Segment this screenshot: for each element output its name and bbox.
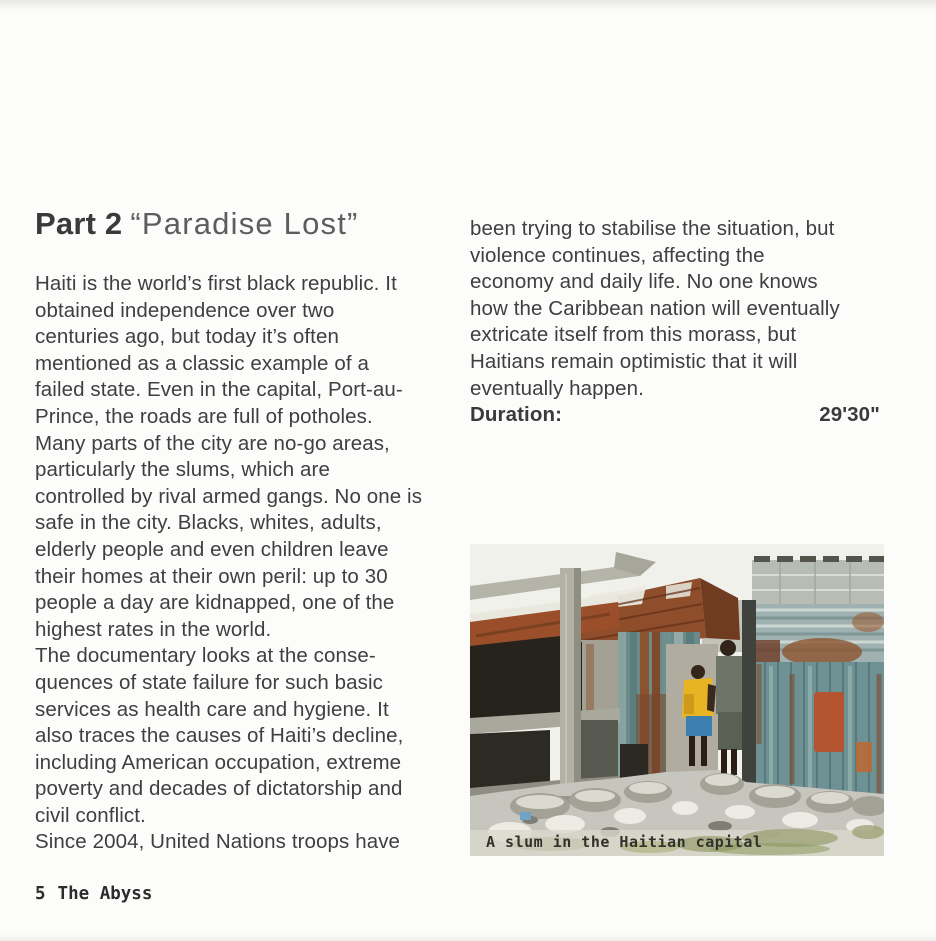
duration-label: Duration: xyxy=(470,403,562,427)
text-line: people a day are kidnapped, one of the xyxy=(35,591,395,615)
text-line: civil conflict. xyxy=(35,803,146,827)
text-column-right xyxy=(470,216,880,429)
text-line: safe in the city. Blacks, whites, adults, xyxy=(35,511,382,535)
part-number-label: Part 2 xyxy=(35,206,123,241)
text-line: centuries ago, but today it’s often xyxy=(35,325,339,349)
text-line: Many parts of the city are no-go areas, xyxy=(35,431,390,455)
footer-booklet-title: The Abyss xyxy=(57,884,153,904)
part-title-text: “Paradise Lost” xyxy=(130,206,359,241)
text-line: including American occupation, extreme xyxy=(35,750,402,774)
text-line: violence continues, affecting the xyxy=(470,243,765,267)
text-line: Prince, the roads are full of potholes. xyxy=(35,404,373,428)
text-line: controlled by rival armed gangs. No one is xyxy=(35,484,423,508)
text-line: extricate itself from this morass, but xyxy=(470,323,797,347)
text-column-left xyxy=(35,271,455,856)
page-title xyxy=(35,206,359,248)
text-line: poverty and decades of dictatorship and xyxy=(35,777,403,801)
text-line: quences of state failure for such basic xyxy=(35,670,384,694)
text-line: particularly the slums, which are xyxy=(35,458,330,482)
photo-right-building xyxy=(752,559,884,798)
text-line: highest rates in the world. xyxy=(35,617,272,641)
text-line: mentioned as a classic example of a xyxy=(35,351,369,375)
slum-photo xyxy=(470,544,884,856)
text-line: Since 2004, United Nations troops have xyxy=(35,830,401,854)
text-line: services as health care and hygiene. It xyxy=(35,697,389,721)
text-column-right-lines xyxy=(470,216,880,402)
page-footer xyxy=(35,884,152,904)
photo-caption: A slum in the Haitian capital xyxy=(486,833,763,851)
text-line: economy and daily life. No one knows xyxy=(470,270,818,294)
scan-shadow-bottom xyxy=(0,934,936,941)
photo-gap-shadow xyxy=(742,600,756,798)
text-line: how the Caribbean nation will eventually xyxy=(470,296,840,320)
slum-photo-illustration xyxy=(470,544,884,856)
duration-row xyxy=(470,402,880,429)
text-line: been trying to stabilise the situation, but xyxy=(470,217,835,240)
text-line: elderly people and even children leave xyxy=(35,537,389,561)
text-line: failed state. Even in the capital, Port-au- xyxy=(35,378,403,402)
duration-value: 29'30" xyxy=(819,403,880,427)
text-line: Haitians remain optimistic that it will xyxy=(470,349,798,373)
text-line: The documentary looks at the conse- xyxy=(35,644,376,668)
text-line: their homes at their own peril: up to 30 xyxy=(35,564,388,588)
text-line: Haiti is the world’s first black republic. It xyxy=(35,272,397,295)
text-line: obtained independence over two xyxy=(35,298,335,322)
text-line: eventually happen. xyxy=(470,376,644,400)
text-line: also traces the causes of Haiti’s decline, xyxy=(35,724,404,748)
scan-shadow-top xyxy=(0,0,936,10)
footer-page-number: 5 xyxy=(35,884,46,904)
